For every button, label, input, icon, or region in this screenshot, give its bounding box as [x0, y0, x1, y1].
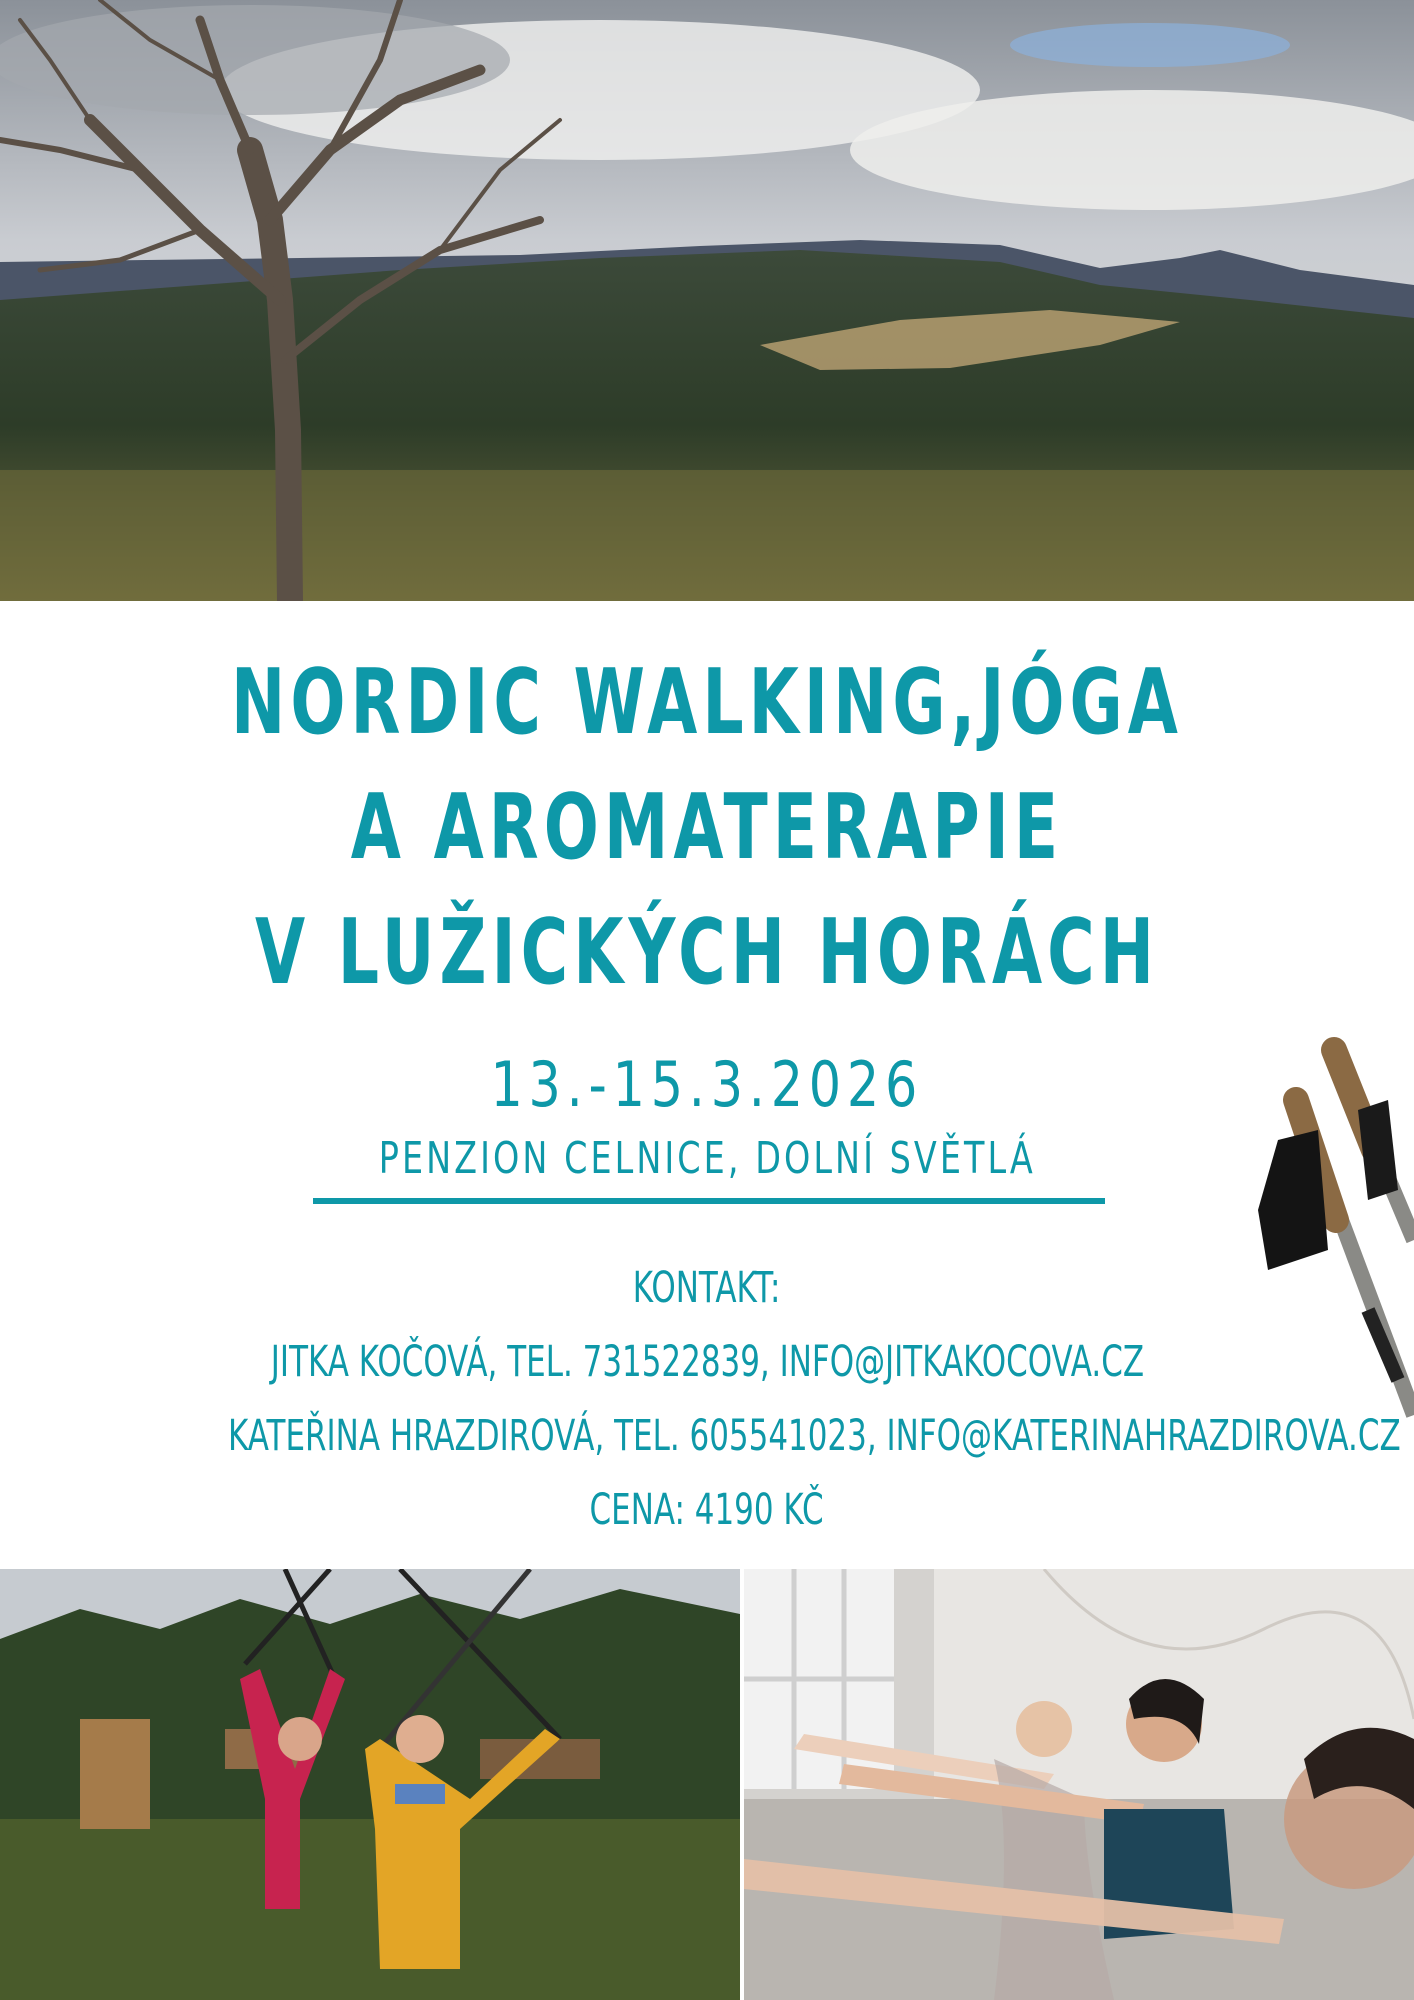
event-venue-text: PENZION CELNICE, DOLNÍ SVĚTLÁ [378, 1133, 1036, 1184]
event-date [0, 1048, 1414, 1121]
divider-line [313, 1198, 1105, 1204]
price-text: CENA: 4190 KČ [589, 1485, 825, 1535]
contact-person-2-text: KATEŘINA HRAZDIROVÁ, TEL. 605541023, INFO@KATERINAHRAZDIROVA.CZ [228, 1411, 1401, 1461]
contact-heading-text: KONTAKT: [633, 1263, 781, 1313]
price [0, 1485, 1414, 1535]
contact-person-1 [0, 1337, 1414, 1387]
contact-person-1-text: JITKA KOČOVÁ, TEL. 731522839, INFO@JITKAKOCOVA.CZ [270, 1337, 1144, 1387]
header-landscape-photo [0, 0, 1414, 601]
contact-heading [0, 1263, 1414, 1313]
yoga-class-photo [744, 1569, 1414, 2000]
nordic-walkers-photo [0, 1569, 740, 2000]
contact-person-2 [0, 1411, 1414, 1461]
event-title [0, 640, 1414, 1015]
event-date-text: 13.-15.3.2026 [490, 1048, 924, 1121]
title-line-3: V LUŽICKÝCH HORÁCH [254, 900, 1160, 1005]
title-line-1: NORDIC WALKING,JÓGA [231, 650, 1183, 755]
event-venue [0, 1133, 1414, 1184]
title-line-2: A AROMATERAPIE [350, 775, 1064, 880]
